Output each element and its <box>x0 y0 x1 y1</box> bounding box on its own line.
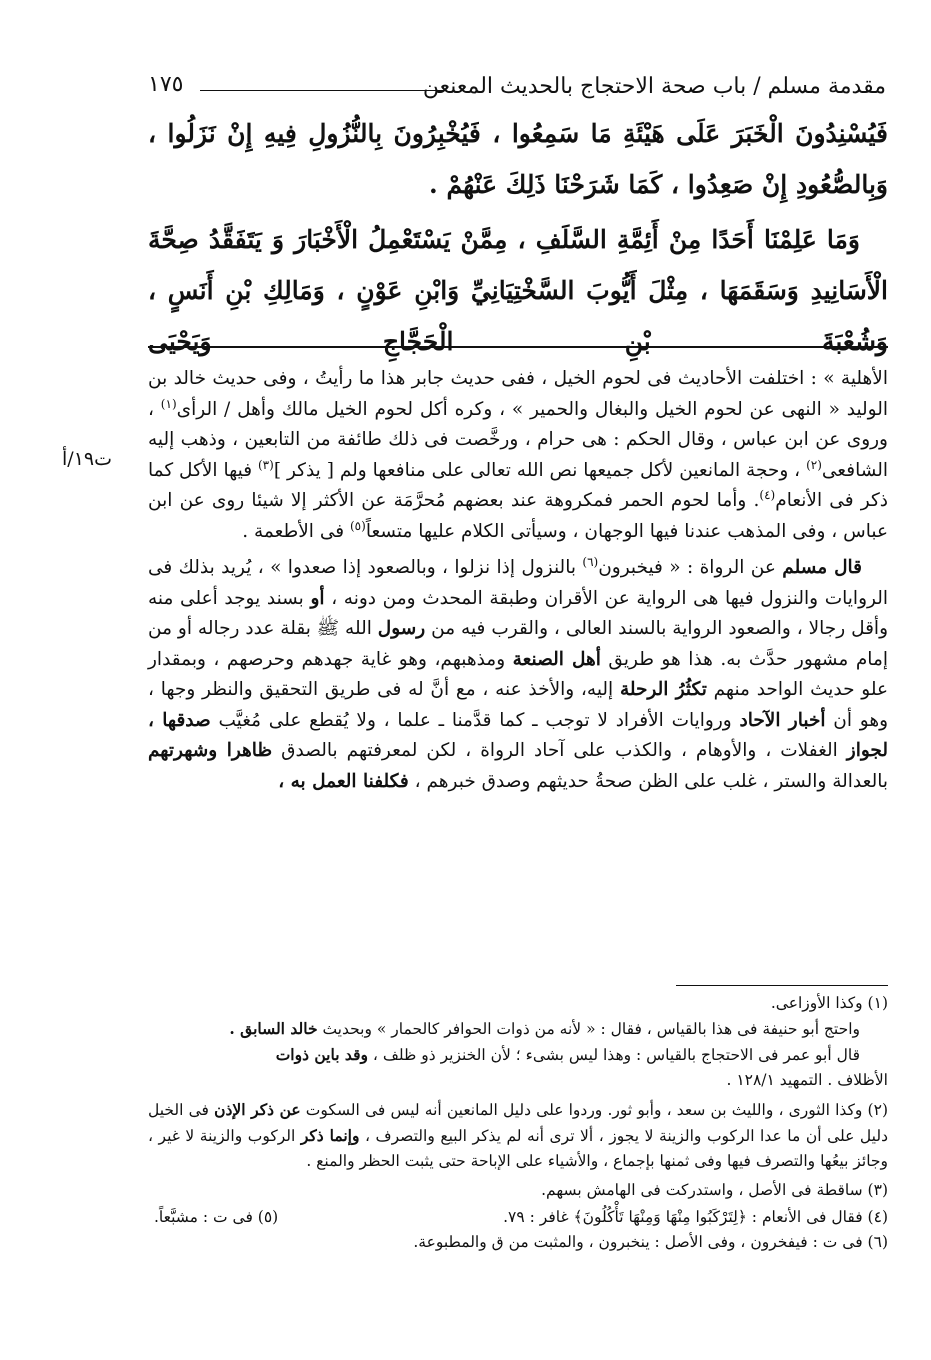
footnote-6: (٦) فى ت : فيفخرون ، وفى الأصل : ينخبرون ، والمثبت من ق والمطبوعة. <box>413 1233 888 1251</box>
footnote-1-continued <box>148 1042 888 1068</box>
footnote-4-5-row <box>148 1205 888 1230</box>
footnote-1-continued <box>148 1016 888 1042</box>
commentary-bold: صدقها ، لجواز <box>148 709 888 761</box>
commentary-text: ومذهبهم، وهو غاية جهدهم وحرصهم ، وبمقدار علو حديث الواحد منهم <box>148 648 889 700</box>
footnote-4: (٤) فقال فى الأنعام : ﴿لِتَرْكَبُوا مِنْهَا وَمِنْهَا تَأْكُلُونَ﴾ غافر : ٧٩. <box>503 1208 888 1226</box>
footnote-divider <box>676 985 888 986</box>
footnote-bold: عن ذكر الإذن <box>214 1100 301 1119</box>
footnote-ref[interactable]: (٦) <box>582 554 599 569</box>
footnote-3: (٣) ساقطة فى الأصل ، واستدركت فى الهامش بسهم. <box>541 1181 888 1199</box>
footnote-text: (٢) وكذا الثورى ، والليث بن سعد ، وأبو ثور. وردوا على دليل المانعين أنه ليس فى السكوت <box>300 1101 888 1119</box>
commentary-bold: تكثُرُ الرحلة <box>619 679 707 700</box>
footnote-bold: وقد باين ذوات <box>275 1045 368 1064</box>
footnote-ref[interactable]: (٣) <box>257 457 274 472</box>
footnote-ref[interactable]: (١) <box>160 396 177 411</box>
main-paragraph: فَيُسْنِدُونَ الْخَبَرَ عَلَى هَيْئَةِ مَا سَمِعُوا ، فَيُخْبِرُونَ بِالنُّزُولِ فِيهِ إِنْ نَزَلُوا ، وَبِالصُّعُودِ إِنْ صَعِدُوا ، كَمَا شَرَحْنَا ذَلِكَ عَنْهُمْ . <box>148 119 888 199</box>
footnote-text: واحتج أبو حنيفة فى هذا بالقياس ، فقال : « لأنه من ذوات الحوافر كالحمار » وبحديث <box>317 1020 860 1038</box>
commentary-bold: أخبار الآحاد <box>739 709 826 731</box>
commentary-text: . وأما لحوم الحمر فمكروهة عند بعضهم مُحرَّمَة عن الأكثر إلا شيئا روى عن ابن عباس ، وفى المذهب عندنا فيها الوجهان ، وسيأتى الكلام عليها متسعاً <box>148 490 888 542</box>
footnote-1-citation: الأظلاف . التمهيد ١٢٨/١ . <box>726 1071 888 1089</box>
commentary-bold: أو <box>310 587 325 609</box>
commentary-text: بالعدالة والستر ، غلب على الظن صحةُ حديثهم وصدق خبرهم ، <box>408 770 888 792</box>
footnote-bold: وإنما ذكر <box>300 1126 360 1145</box>
commentary-lemma: قال مسلم <box>782 557 862 578</box>
commentary-text: بسند يوجد أعلى منه وأقل رجالا ، والصعود الرواية بالسند العالى ، والقرب فيه من <box>148 587 889 639</box>
header-rule <box>200 90 446 91</box>
commentary-text: ، وحجة المانعين لأكل جميعها نص الله تعالى على منافعها ولم [ يذكر ] <box>273 459 807 481</box>
footnote-1: (١) وكذا الأوزاعى. <box>770 994 888 1012</box>
commentary-text: بالنزول إذا نزلوا ، وبالصعود إذا صعدوا » ، يُريد بذلك فى الروايات والنزول فيها هى الرواية عن الأقران وطبقة المحدث ومن دونه ، <box>148 557 888 609</box>
main-text-divider <box>148 346 888 348</box>
commentary-text: فى الأطعمة . <box>242 520 350 542</box>
commentary-text: الغفلات ، والأوهام ، والكذب على آحاد الرواة ، لكن لمعرفتهم بالصدق <box>272 740 847 761</box>
commentary-text: الأهلية » : اختلفت الأحاديث فى لحوم الخيل ، ففى حديث جابر هذا ما رأيتُ ، وفى حديث خالد بن الوليد « النهى عن لحوم الخيل والبغال والحمير » ، وكره أكل لحوم الخيل مالك وأهل / الرأى <box>148 368 889 420</box>
footnote-5: (٥) فى ت : مشبَّعاً. <box>154 1208 279 1226</box>
commentary-text: ، وروى عن ابن عباس ، وقال الحكم : هى حرام ، ورخَّصت فى ذلك طائفة من التابعين ، وذهب إليه الشافعى <box>148 398 888 481</box>
main-paragraph: وَمَا عَلِمْنَا أَحَدًا مِنْ أَئِمَّةِ السَّلَفِ ، مِمَّنْ يَسْتَعْمِلُ الْأَخْبَارَ وَ يَتَفَقَّدُ صِحَّةَ الْأَسَانِيدِ وَسَقَمَهَا ، مِثْلَ أَيُّوبَ السَّخْتِيَانِيِّ وَابْنِ عَوْنٍ ، وَمَالِكِ بْنِ أَنَسٍ ، وَشُعْبَةَ بْنِ الْحَجَّاجِ وَيَحْيَى <box>148 225 888 356</box>
commentary-text: الله ﷺ بقلة عدد رجاله أو من إمام مشهور حدَّث به. هذا هو طريق <box>148 618 888 670</box>
commentary <box>148 364 888 797</box>
running-header <box>148 70 886 106</box>
main-text <box>148 108 888 367</box>
commentary-text: عن الرواة : « فيخبرون <box>598 557 783 578</box>
footnote-2 <box>148 1097 888 1174</box>
footnote-ref[interactable]: (٢) <box>806 457 822 472</box>
commentary-bold: ظاهرا وشهرتهم <box>148 740 273 761</box>
commentary-text: وروايات الأفراد لا توجب ـ كما قدَّمنا ـ علما ، ولا يُقطع على مُغيَّب <box>210 709 740 731</box>
commentary-bold: أهل الصنعة <box>512 648 601 670</box>
footnote-ref[interactable]: (٥) <box>349 518 366 533</box>
commentary-text: فيها الأكل كما ذكر فى الأنعام <box>148 459 888 511</box>
footnotes <box>148 991 888 1255</box>
commentary-paragraph <box>148 553 888 797</box>
commentary-text: إليه، والأخذ عنه ، مع أنَّ له فى طريق التحقيق والنظر وجها ، وهو أن <box>148 679 889 731</box>
footnote-text: الركوب والزينة لا غير ، وجائز بيعُها والتصرف فيها وفى ثمنها بإجماع ، والأشياء على الإباحة حتى يثبت الحظر والمنع . <box>148 1127 888 1170</box>
footnote-text: فى الخيل دليل على أن ما عدا الركوب والزينة لا يجوز ، ألا ترى أنه لم يذكر البيع والتصرف ، <box>148 1101 888 1145</box>
chapter-title: مقدمة مسلم / باب صحة الاحتجاج بالحديث المعنعن <box>422 74 886 99</box>
commentary-bold: رسول <box>377 618 426 639</box>
commentary-bold: فكلفنا العمل به ، <box>278 770 409 792</box>
footnote-text: قال أبو عمر فى الاحتجاج بالقياس : وهذا ليس بشىء ؛ لأن الخنزير ذو ظلف ، <box>367 1046 860 1064</box>
footnote-ref[interactable]: (٤) <box>759 487 776 502</box>
footnote-bold: خالد السابق . <box>229 1019 318 1038</box>
commentary-paragraph <box>148 364 888 547</box>
page-number: ١٧٥ <box>148 72 184 97</box>
manuscript-margin-note: ت١٩/أ <box>62 448 112 470</box>
